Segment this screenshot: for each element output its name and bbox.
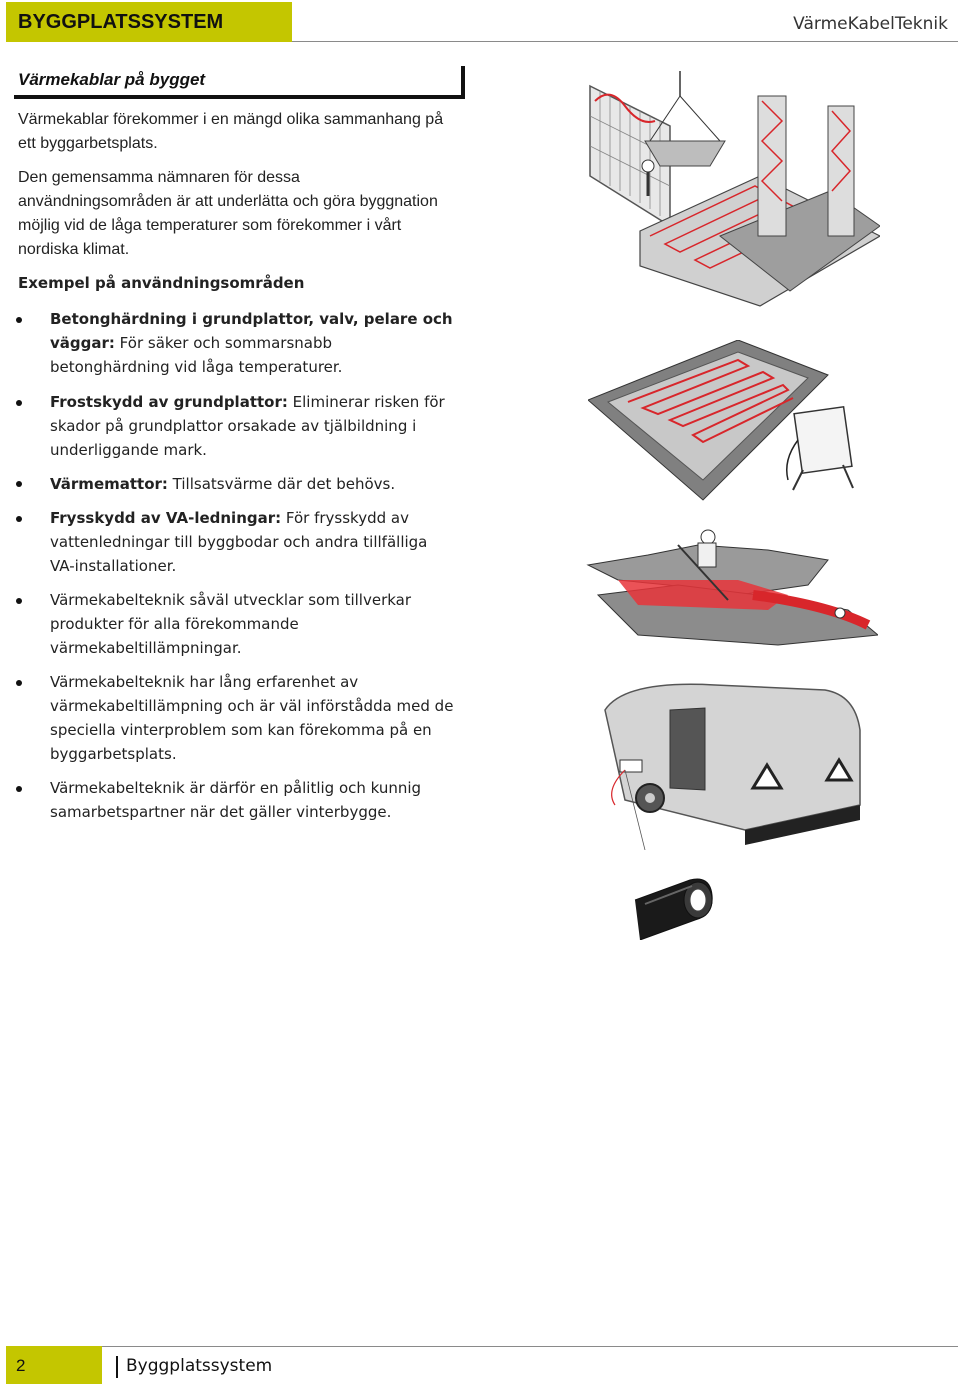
bullet-item-text: Eliminerar risken för skador på grundplattor orsakade av tjälbildning i underliggande mark. — [50, 393, 445, 459]
footer-rule — [102, 1346, 958, 1347]
examples-heading: Exempel på användningsområden — [18, 274, 305, 292]
bullet-item-text: Tillsatsvärme där det behövs. — [167, 475, 396, 493]
bullet-item-7 — [50, 776, 455, 824]
footer-section-name: Byggplatssystem — [126, 1356, 273, 1376]
bullet-item-bold: Värmemattor: — [50, 475, 168, 493]
bullet-dot — [16, 516, 22, 522]
header-section-title: BYGGPLATSSYSTEM — [18, 11, 224, 33]
bullet-item-6 — [50, 670, 455, 766]
bullet-item-5 — [50, 588, 455, 660]
bullet-item-bold: Frysskydd av VA-ledningar: — [50, 509, 282, 527]
bullet-item-text: Värmekabelteknik har lång erfarenhet av värmekabeltillämpning och är väl införstådda med de speciella vinterproblem som kan förekomma på en byggarbetsplats. — [50, 673, 454, 763]
header-rule — [292, 41, 958, 42]
bullet-item-1 — [50, 307, 455, 379]
bullet-item-2 — [50, 390, 455, 462]
bullet-item-text: För säker och sommarsnabb betonghärdning vid låga temperaturer. — [50, 334, 343, 376]
bullet-item-text: Värmekabelteknik är därför en pålitlig och kunnig samarbetspartner när det gäller vinterbygge. — [50, 779, 422, 821]
bullet-item-bold: Frostskydd av grundplattor: — [50, 393, 288, 411]
page-number: 2 — [16, 1356, 26, 1375]
footer-separator — [116, 1356, 118, 1378]
bullet-dot — [16, 598, 22, 604]
header-brand: VärmeKabelTeknik — [793, 14, 948, 34]
bullet-dot — [16, 400, 22, 406]
bullet-item-bold: Betonghärdning i grundplattor, valv, pelare och väggar: — [50, 310, 453, 352]
bullet-item-text: Värmekabelteknik såväl utvecklar som tillverkar produkter för alla förekommande värmekabeltillämpningar. — [50, 591, 412, 657]
bullet-item-4 — [50, 506, 455, 578]
section-title: Värmekablar på bygget — [18, 70, 206, 89]
bullet-dot — [16, 481, 22, 487]
concrete-curing-illustration — [580, 66, 880, 316]
ground-slab-frost-illustration — [588, 340, 868, 510]
bullet-item-text: För frysskydd av vattenledningar till byggbodar och andra tillfälliga VA-installationer. — [50, 509, 428, 575]
site-trailer-illustration — [595, 670, 875, 850]
bullet-dot — [16, 786, 22, 792]
heating-cable-closeup-illustration — [630, 870, 720, 940]
bullet-dot — [16, 317, 22, 323]
intro-paragraph-1: Värmekablar förekommer i en mängd olika sammanhang på ett byggarbetsplats. — [18, 111, 444, 152]
pipe-frost-protection-illustration — [578, 525, 878, 655]
bullet-dot — [16, 680, 22, 686]
bullet-item-3 — [50, 472, 455, 496]
intro-paragraph-2: Den gemensamma nämnaren för dessa användningsområden är att underlätta och göra byggnation möjlig vid de låga temperaturer som förekommer i vårt nordiska klimat. — [18, 169, 438, 258]
